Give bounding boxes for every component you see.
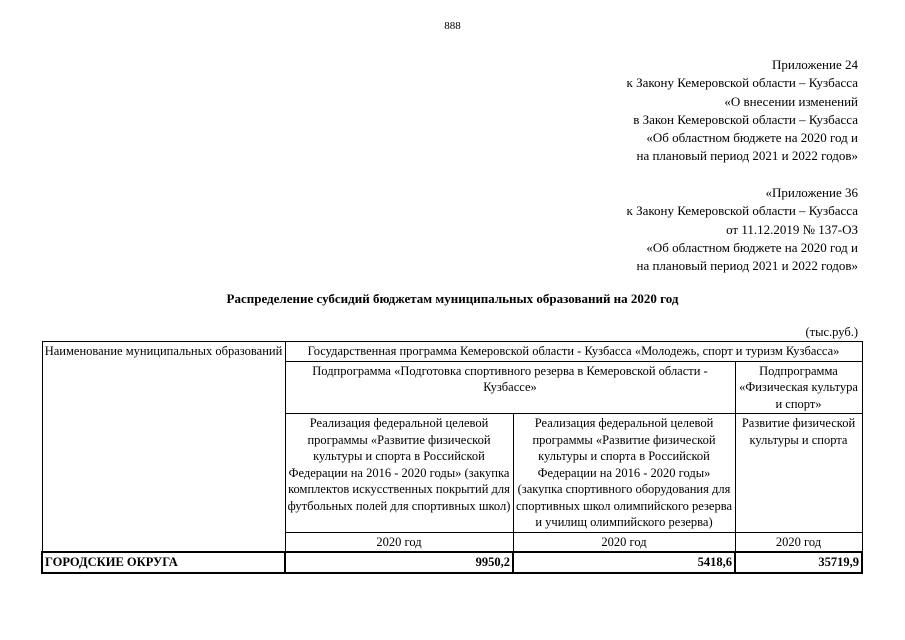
appendix-line: «Приложение 36 bbox=[765, 185, 858, 200]
appendix-line: на плановый период 2021 и 2022 годов» bbox=[636, 148, 858, 164]
page-number: 888 bbox=[444, 20, 461, 32]
year-column-2: 2020 год bbox=[513, 532, 735, 552]
header-subprogram-sport: Подпрограмма «Физическая культура и спорт» bbox=[735, 361, 862, 414]
document-title: Распределение субсидий бюджетам муниципальных образований на 2020 год bbox=[226, 291, 679, 306]
header-subprogram-reserve: Подпрограмма «Подготовка спортивного резерва в Кемеровской области - Кузбассе» bbox=[285, 361, 735, 414]
header-column-2: Реализация федеральной целевой программы «Развитие физической культуры и спорта в Российской Федерации на 2016 - 2020 годы» (закупка спортивного оборудования для спортивных школ олимпийского резерва и училищ олимпийского резерва) bbox=[513, 414, 735, 533]
appendix-line: в Закон Кемеровской области – Кузбасса bbox=[633, 111, 858, 127]
appendix-line: «Об областном бюджете на 2020 год и bbox=[646, 130, 858, 146]
row-value-3: 35719,9 bbox=[735, 552, 862, 573]
appendix-line: Приложение 24 bbox=[771, 57, 858, 72]
table-row bbox=[42, 552, 862, 573]
appendix-line: «Об областном бюджете на 2020 год и bbox=[646, 239, 858, 255]
appendix-24-header bbox=[627, 56, 859, 166]
header-column-1: Реализация федеральной целевой программы «Развитие физической культуры и спорта в Российской Федерации на 2016 - 2020 годы» (закупка комплектов искусственных покрытий для футбольных полей для спортивных школ) bbox=[285, 414, 513, 533]
units-label: (тыс.руб.) bbox=[805, 325, 858, 339]
header-column-3: Развитие физической культуры и спорта bbox=[735, 414, 862, 533]
subsidy-table bbox=[41, 341, 863, 574]
year-column-1: 2020 год bbox=[285, 532, 513, 552]
row-value-1: 9950,2 bbox=[285, 552, 513, 573]
header-program: Государственная программа Кемеровской области - Кузбасса «Молодежь, спорт и туризм Кузбасса» bbox=[285, 342, 862, 362]
year-column-3: 2020 год bbox=[735, 532, 862, 552]
appendix-line: «О внесении изменений bbox=[724, 93, 858, 109]
appendix-36-header bbox=[627, 184, 859, 275]
appendix-line: на плановый период 2021 и 2022 годов» bbox=[636, 258, 858, 274]
header-municipality: Наименование муниципальных образований bbox=[42, 342, 285, 553]
appendix-line: от 11.12.2019 № 137-ОЗ bbox=[726, 221, 858, 237]
appendix-line: к Закону Кемеровской области – Кузбасса bbox=[626, 75, 858, 91]
row-name: ГОРОДСКИЕ ОКРУГА bbox=[42, 552, 285, 573]
appendix-line: к Закону Кемеровской области – Кузбасса bbox=[626, 203, 858, 219]
row-value-2: 5418,6 bbox=[513, 552, 735, 573]
